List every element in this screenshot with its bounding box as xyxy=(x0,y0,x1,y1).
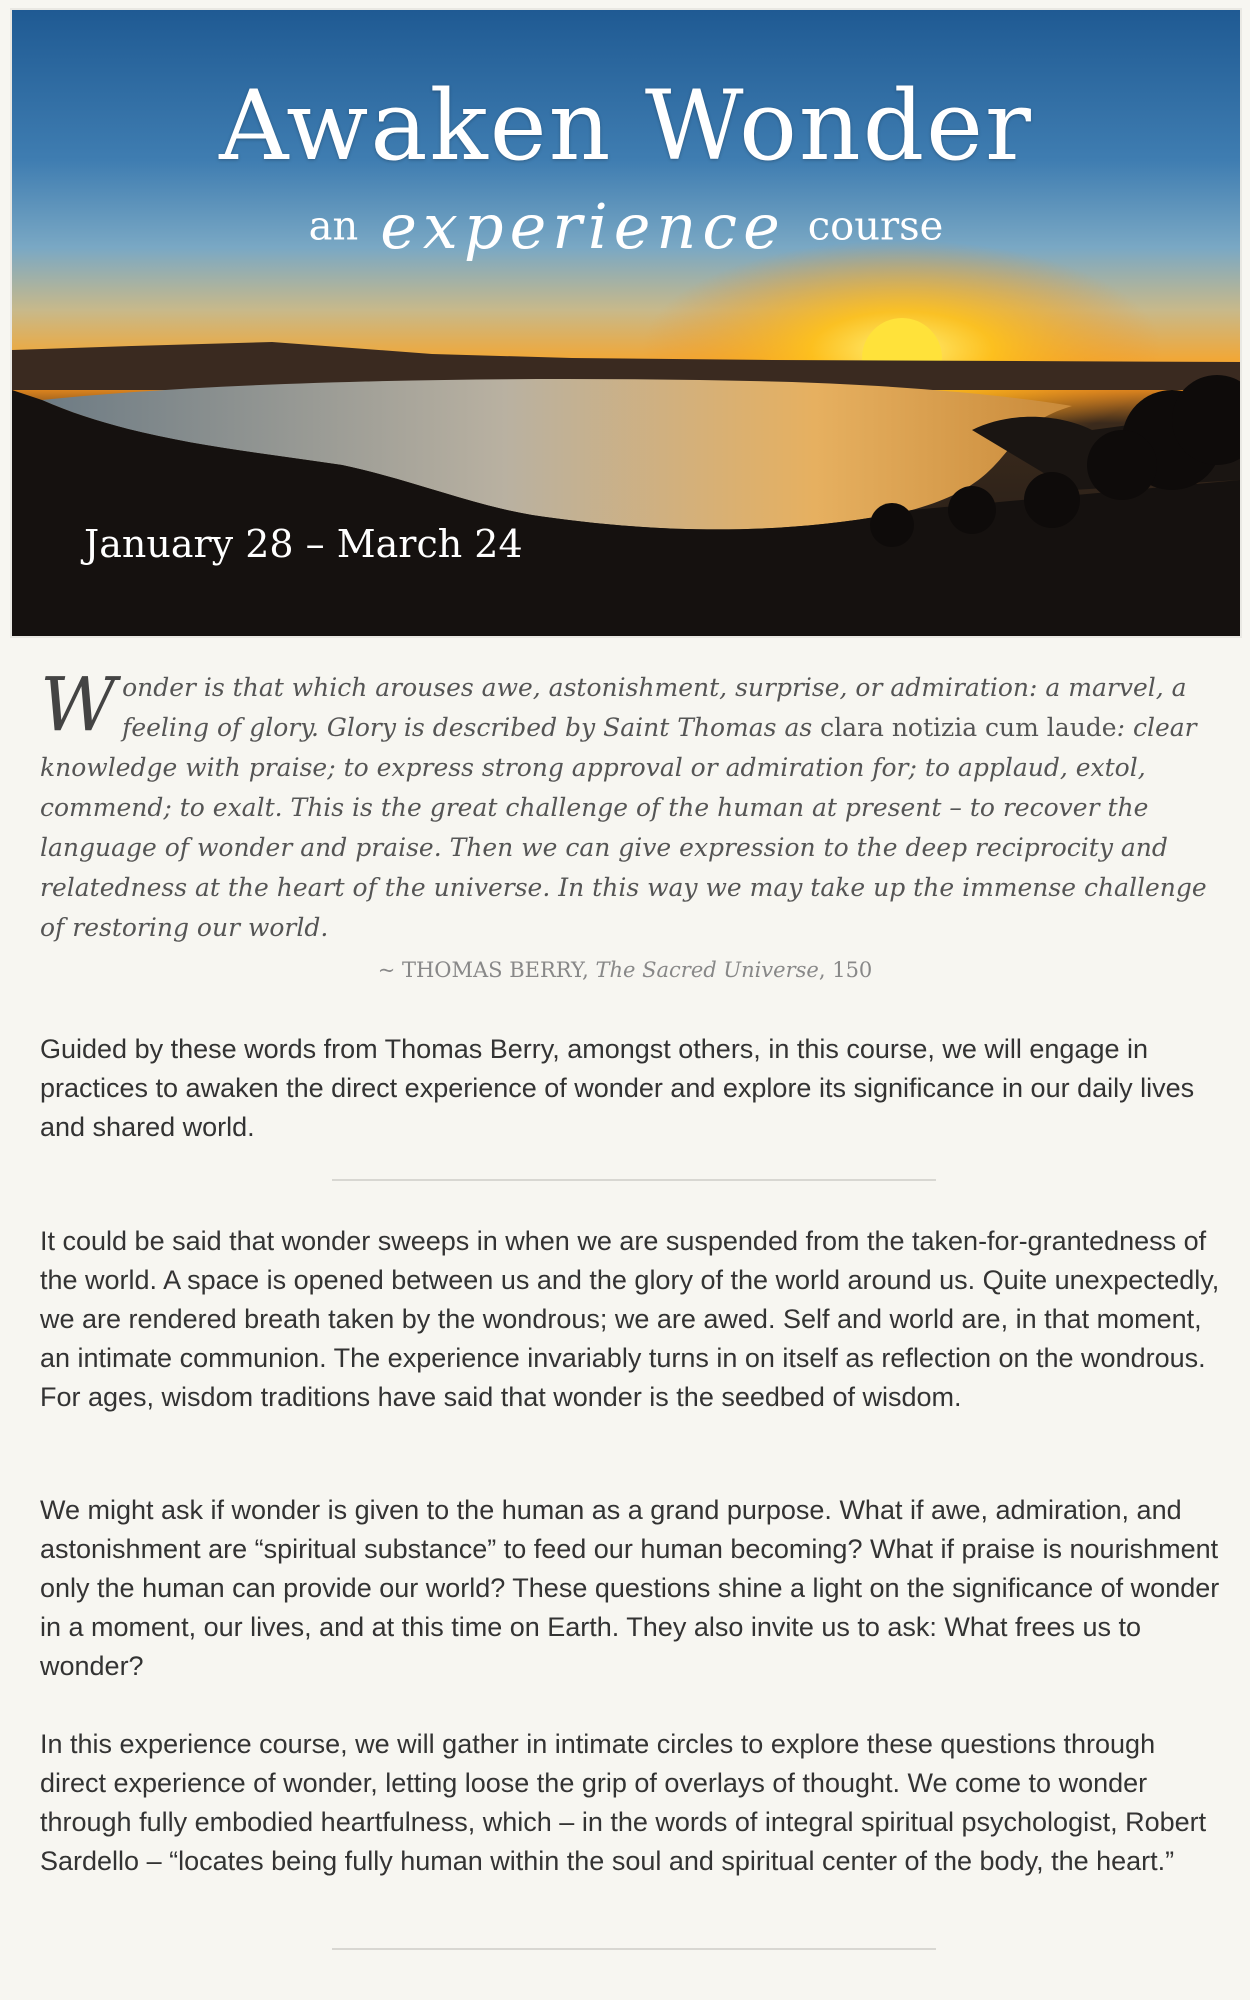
attribution-book: The Sacred Universe xyxy=(595,958,819,982)
intro-paragraph: Guided by these words from Thomas Berry, amongst others, in this course, we will engage in practices to awaken the direct experience of wonder and explore its significance in our daily lives and shared world. xyxy=(40,1034,1195,1142)
quote-text-part1: onder is that which arouses awe, astonishment, surprise, or admiration: a marvel, a feeling of glory. Glory is described by Saint Thomas as xyxy=(122,673,1187,742)
attribution-page: , 150 xyxy=(818,958,873,982)
quote-latin-phrase: clara notizia cum laude xyxy=(820,713,1117,742)
quote-text-part2: : clear knowledge with praise; to express strong approval or admiration for; to applaud, extol, commend; to exalt. This is the great challenge of the human at present – to recover the language of wonder and praise. Then we can give expression to the deep reciprocity and relatedness at the heart of the universe. In this way we may take up the immense challenge of restoring our world. xyxy=(40,713,1207,942)
body-paragraph-2: We might ask if wonder is given to the human as a grand purpose. What if awe, admiration, and astonishment are “spiritual substance” to feed our human becoming? What if praise is nourishment only the human can provide our world? These questions shine a light on the significance of wonder in a moment, our lives, and at this time on Earth. They also invite us to ask: What frees us to wonder? xyxy=(40,1495,1220,1681)
attribution-author: ~ THOMAS BERRY, xyxy=(377,958,596,982)
course-title: Awaken Wonder xyxy=(219,70,1033,182)
drop-cap: W xyxy=(40,662,117,748)
subtitle-script-word: experience xyxy=(380,190,786,263)
section-divider xyxy=(332,1948,936,1950)
quote-attribution xyxy=(0,958,1250,982)
subtitle-suffix: course xyxy=(807,203,944,250)
course-subtitle xyxy=(12,190,1240,263)
hero-banner xyxy=(10,8,1242,638)
epigraph-quote xyxy=(40,662,1220,948)
course-dates: January 28 – March 24 xyxy=(84,522,523,566)
body-paragraph-3: In this experience course, we will gather in intimate circles to explore these questions through direct experience of wonder, letting loose the grip of overlays of thought. We come to wonder through fully embodied heartfulness, which – in the words of integral spiritual psychologist, Robert Sardello – “locates being fully human within the soul and spiritual center of the body, the heart.” xyxy=(40,1729,1207,1876)
section-divider xyxy=(332,1179,936,1181)
subtitle-prefix: an xyxy=(308,203,359,250)
body-paragraph-1: It could be said that wonder sweeps in when we are suspended from the taken-for-grantedness of the world. A space is opened between us and the glory of the world around us. Quite unexpectedly, we are rendered breath taken by the wondrous; we are awed. Self and world are, in that moment, an intimate communion. The experience invariably turns in on itself as reflection on the wondrous. For ages, wisdom traditions have said that wonder is the seedbed of wisdom. xyxy=(40,1226,1220,1412)
